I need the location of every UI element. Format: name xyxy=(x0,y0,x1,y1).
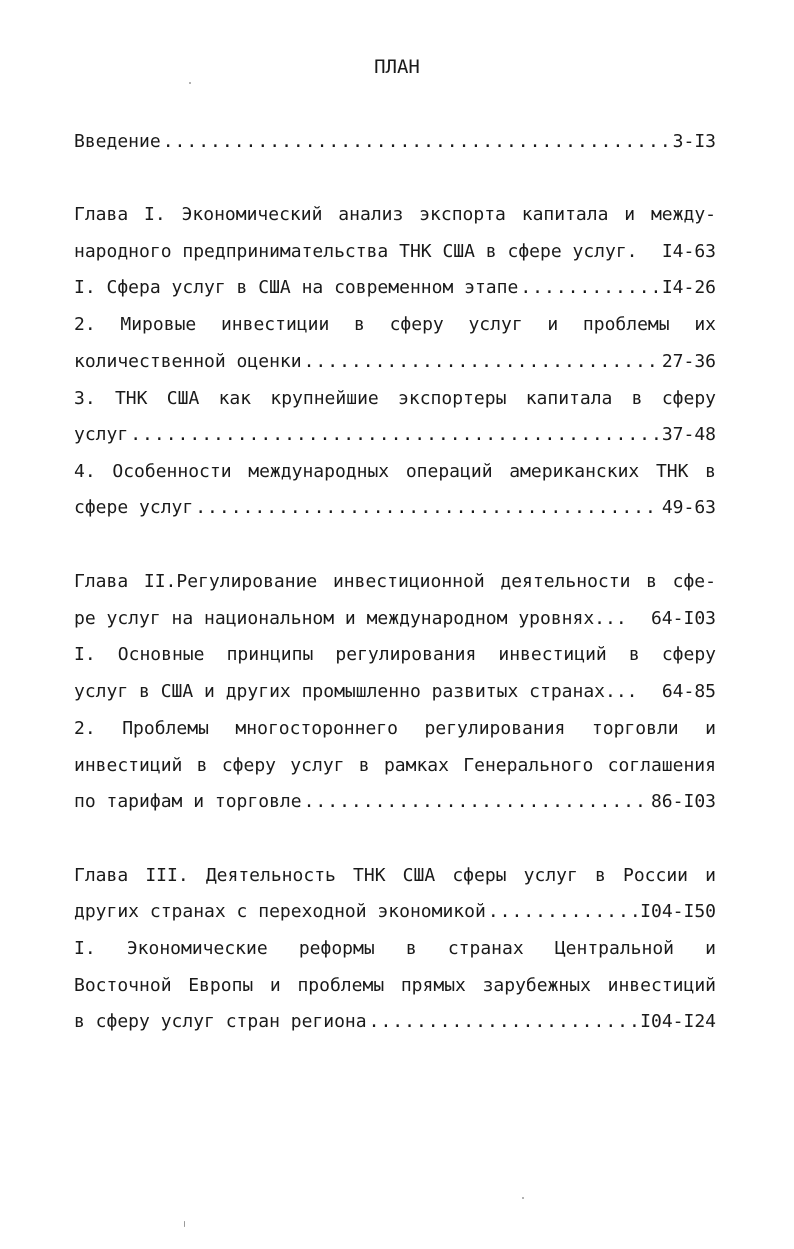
chapter-2-heading-line2 xyxy=(74,607,716,631)
toc-entry-pages: I04-I24 xyxy=(640,1011,716,1032)
chapter-1-section-2-line1: 2. Мировые инвестиции в сферу услуг и проблемы их xyxy=(74,314,716,335)
chapter-1-heading-line2 xyxy=(74,240,716,264)
dot-leader xyxy=(304,350,660,374)
chapter-3-heading-line2 xyxy=(74,900,716,924)
chapter-1-section-2-line2 xyxy=(74,350,716,374)
toc-entry-pages: 49-63 xyxy=(661,497,716,518)
dot-leader xyxy=(130,423,660,447)
chapter-1-section-3-line1: 3. ТНК США как крупнейшие экспортеры капитала в сферу xyxy=(74,388,716,409)
chapter-1-section-1 xyxy=(74,276,716,300)
chapter-2-section-2-line3 xyxy=(74,790,716,814)
dot-leader xyxy=(195,496,660,520)
toc-entry-label: сфере услуг xyxy=(74,497,194,518)
chapter-3-section-1-line1: I. Экономические реформы в странах Центральной и xyxy=(74,938,716,959)
dot-leader xyxy=(369,1010,639,1034)
toc-entry-pages: 86-I03 xyxy=(650,791,716,812)
toc-entry-introduction xyxy=(74,130,716,154)
toc-entry-label: по тарифам и торговле xyxy=(74,791,302,812)
toc-entry-pages: 27-36 xyxy=(661,351,716,372)
toc-entry-label: услуг в США и других промышленно развитых странах... xyxy=(74,681,638,702)
page-title: ПЛАН xyxy=(374,56,420,78)
toc-entry-label: других странах с переходной экономикой xyxy=(74,901,486,922)
scan-speck xyxy=(189,82,191,84)
toc-entry-pages: 37-48 xyxy=(661,424,716,445)
chapter-2-section-2-line2: инвестиций в сферу услуг в рамках Генерального соглашения xyxy=(74,755,716,776)
dot-leader xyxy=(163,130,671,154)
toc-entry-label: I. Сфера услуг в США на современном этапе xyxy=(74,277,519,298)
toc-entry-label: Введение xyxy=(74,131,161,152)
toc-entry-pages: 3-I3 xyxy=(672,131,716,152)
chapter-2-section-1-line2 xyxy=(74,680,716,704)
toc-entry-pages: 64-I03 xyxy=(650,608,716,629)
dot-leader xyxy=(488,900,638,924)
toc-entry-label: услуг xyxy=(74,424,129,445)
chapter-3-heading-line1: Глава III. Деятельность ТНК США сферы услуг в России и xyxy=(74,865,716,886)
chapter-3-section-1-line2: Восточной Европы и проблемы прямых зарубежных инвестиций xyxy=(74,975,716,996)
toc-entry-pages: 64-85 xyxy=(661,681,716,702)
chapter-1-section-4-line1: 4. Особенности международных операций американских ТНК в xyxy=(74,461,716,482)
toc-entry-label: народного предпринимательства ТНК США в сфере услуг. xyxy=(74,241,638,262)
chapter-1-section-4-line2 xyxy=(74,496,716,520)
dot-leader xyxy=(520,276,659,300)
chapter-2-section-2-line1: 2. Проблемы многостороннего регулирования торговли и xyxy=(74,718,716,739)
scan-speck xyxy=(522,1197,524,1199)
toc-entry-pages: I04-I50 xyxy=(640,901,716,922)
chapter-1-heading-line1: Глава I. Экономический анализ экспорта капитала и между- xyxy=(74,204,716,225)
toc-entry-label: ре услуг на национальном и международном уровнях... xyxy=(74,608,627,629)
chapter-3-section-1-line3 xyxy=(74,1010,716,1034)
dot-leader xyxy=(304,790,649,814)
toc-entry-pages: I4-63 xyxy=(661,241,716,262)
chapter-1-section-3-line2 xyxy=(74,423,716,447)
toc-entry-pages: I4-26 xyxy=(661,277,716,298)
toc-entry-label: в сферу услуг стран региона xyxy=(74,1011,367,1032)
chapter-2-section-1-line1: I. Основные принципы регулирования инвестиций в сферу xyxy=(74,644,716,665)
scan-speck xyxy=(184,1221,185,1227)
chapter-2-heading-line1: Глава II.Регулирование инвестиционной деятельности в сфе- xyxy=(74,571,716,592)
toc-entry-label: количественной оценки xyxy=(74,351,302,372)
